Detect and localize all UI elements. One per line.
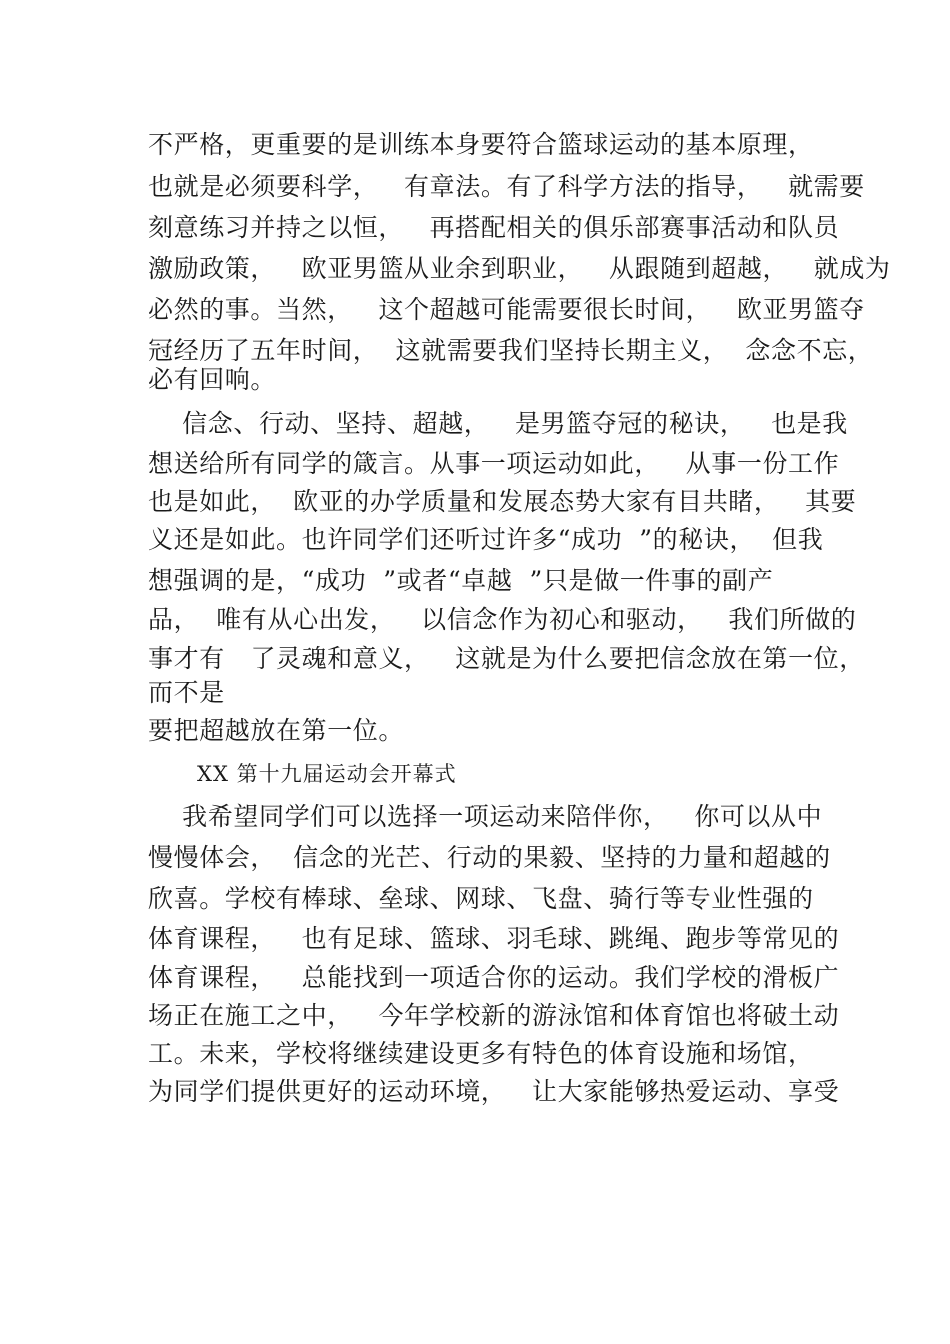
paragraph-2-line: 也是如此， 欧亚的办学质量和发展态势大家有目共睹， 其要: [148, 487, 857, 516]
paragraph-3-line: 体育课程， 也有足球、篮球、羽毛球、跳绳、跑步等常见的: [148, 924, 840, 953]
paragraph-2-line: 事才有 了灵魂和意义， 这就是为什么要把信念放在第一位，: [148, 644, 865, 673]
paragraph-3-line: 慢慢体会， 信念的光芒、行动的果毅、坚持的力量和超越的: [148, 843, 831, 872]
paragraph-2-line: 想送给所有同学的箴言。从事一项运动如此， 从事一份工作: [148, 449, 840, 478]
paragraph-1-line: 必有回响。: [148, 365, 277, 394]
paragraph-3-line: 工。未来，学校将继续建设更多有特色的体育设施和场馆，: [148, 1039, 814, 1068]
paragraph-2-line: 而不是: [148, 678, 225, 707]
paragraph-1-line: 刻意练习并持之以恒， 再搭配相关的俱乐部赛事活动和队员: [148, 213, 840, 242]
paragraph-3-line: 体育课程， 总能找到一项适合你的运动。我们学校的滑板广: [148, 963, 840, 992]
paragraph-3-line: 我希望同学们可以选择一项运动来陪伴你， 你可以从中: [148, 802, 823, 831]
paragraph-1-line: 不严格，更重要的是训练本身要符合篮球运动的基本原理，: [148, 130, 814, 159]
paragraph-3-line: 场正在施工之中， 今年学校新的游泳馆和体育馆也将破土动: [148, 1001, 840, 1030]
paragraph-1-line: 也就是必须要科学， 有章法。有了科学方法的指导， 就需要: [148, 172, 865, 201]
paragraph-3-line: 欣喜。学校有棒球、垒球、网球、飞盘、骑行等专业性强的: [148, 884, 814, 913]
paragraph-1-line: 必然的事。当然， 这个超越可能需要很长时间， 欧亚男篮夺: [148, 295, 865, 324]
paragraph-3-line: 为同学们提供更好的运动环境， 让大家能够热爱运动、享受: [148, 1077, 840, 1106]
paragraph-1-line: 激励政策， 欧亚男篮从业余到职业， 从跟随到超越， 就成为: [148, 254, 891, 283]
section-heading: XX 第十九届运动会开幕式: [197, 762, 457, 786]
paragraph-2-line: 义还是如此。也许同学们还听过许多“成功 ”的秘诀， 但我: [148, 525, 824, 554]
paragraph-2-line: 品， 唯有从心出发， 以信念作为初心和驱动， 我们所做的: [148, 605, 857, 634]
paragraph-2-line: 想强调的是，“成功 ”或者“卓越 ”只是做一件事的副产: [148, 566, 774, 595]
paragraph-2-line: 信念、行动、坚持、超越， 是男篮夺冠的秘诀， 也是我: [148, 409, 848, 438]
paragraph-1-line: 冠经历了五年时间， 这就需要我们坚持长期主义， 念念不忘，: [148, 336, 874, 365]
paragraph-2-line: 要把超越放在第一位。: [148, 716, 405, 745]
